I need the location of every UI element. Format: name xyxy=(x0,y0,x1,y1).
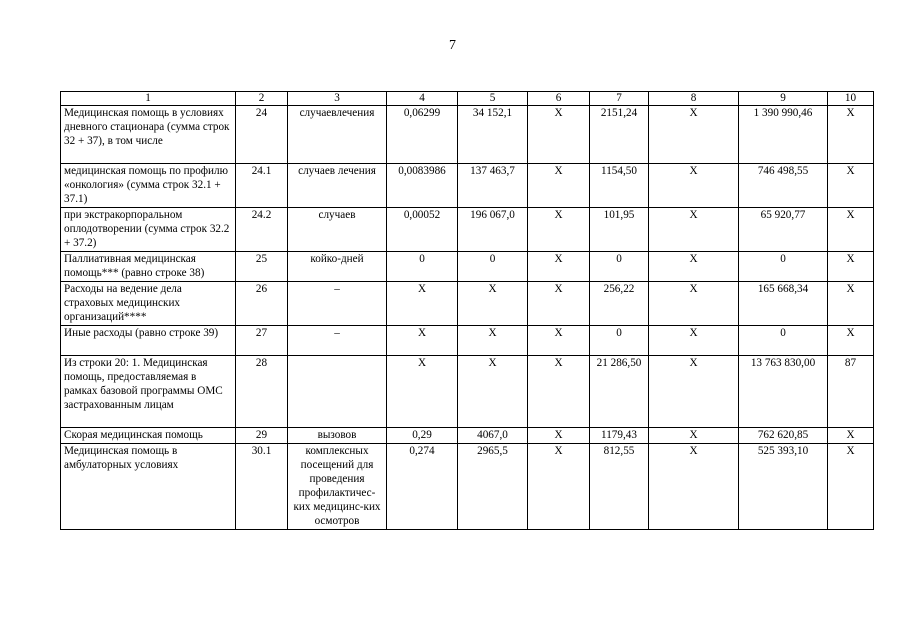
row-number: 29 xyxy=(236,428,288,444)
value-cell: 0 xyxy=(590,326,649,356)
unit-cell: случаев лечения xyxy=(288,164,387,208)
value-cell: X xyxy=(528,444,590,530)
value-cell: 762 620,85 xyxy=(739,428,828,444)
row-label: Паллиативная медицинская помощь*** (равно строке 38) xyxy=(61,252,236,282)
row-label: при экстракорпоральном оплодотворении (сумма строк 32.2 + 37.2) xyxy=(61,208,236,252)
value-cell: 101,95 xyxy=(590,208,649,252)
column-header: 4 xyxy=(387,92,458,106)
value-cell: X xyxy=(828,444,874,530)
value-cell: 137 463,7 xyxy=(458,164,528,208)
value-cell: X xyxy=(528,106,590,164)
table-row xyxy=(61,282,874,326)
value-cell: X xyxy=(458,282,528,326)
value-cell: X xyxy=(649,428,739,444)
value-cell: 0 xyxy=(458,252,528,282)
value-cell: X xyxy=(528,252,590,282)
data-table xyxy=(60,91,874,530)
value-cell: 0,00052 xyxy=(387,208,458,252)
value-cell: 0 xyxy=(590,252,649,282)
row-label: Иные расходы (равно строке 39) xyxy=(61,326,236,356)
value-cell: 2151,24 xyxy=(590,106,649,164)
value-cell: 2965,5 xyxy=(458,444,528,530)
value-cell: 65 920,77 xyxy=(739,208,828,252)
value-cell: X xyxy=(528,428,590,444)
value-cell: 196 067,0 xyxy=(458,208,528,252)
value-cell: X xyxy=(828,252,874,282)
value-cell: X xyxy=(528,164,590,208)
value-cell: X xyxy=(387,282,458,326)
value-cell: X xyxy=(649,282,739,326)
value-cell: X xyxy=(528,356,590,428)
value-cell: 1179,43 xyxy=(590,428,649,444)
value-cell: X xyxy=(528,208,590,252)
unit-cell: вызовов xyxy=(288,428,387,444)
header-row xyxy=(61,92,874,106)
value-cell: 0 xyxy=(739,252,828,282)
table-row xyxy=(61,106,874,164)
value-cell: 525 393,10 xyxy=(739,444,828,530)
row-label: Расходы на ведение дела страховых медицинских организаций**** xyxy=(61,282,236,326)
unit-cell: койко-дней xyxy=(288,252,387,282)
value-cell: X xyxy=(528,326,590,356)
row-number: 27 xyxy=(236,326,288,356)
column-header: 8 xyxy=(649,92,739,106)
row-label: Медицинская помощь в условиях дневного стационара (сумма строк 32 + 37), в том числе xyxy=(61,106,236,164)
value-cell: 0 xyxy=(387,252,458,282)
page-number: 7 xyxy=(449,38,456,53)
value-cell: X xyxy=(528,282,590,326)
row-label: Из строки 20: 1. Медицинская помощь, предоставляемая в рамках базовой программы ОМС застрахованным лицам xyxy=(61,356,236,428)
value-cell: 1154,50 xyxy=(590,164,649,208)
value-cell: X xyxy=(828,282,874,326)
column-header: 2 xyxy=(236,92,288,106)
unit-cell: комплексных посещений для проведения профилактичес-ких медицинс-ких осмотров xyxy=(288,444,387,530)
value-cell: 256,22 xyxy=(590,282,649,326)
value-cell: X xyxy=(387,356,458,428)
unit-cell: случаевлечения xyxy=(288,106,387,164)
row-number: 30.1 xyxy=(236,444,288,530)
table-row xyxy=(61,164,874,208)
table-row xyxy=(61,252,874,282)
table-row xyxy=(61,326,874,356)
row-number: 25 xyxy=(236,252,288,282)
row-number: 26 xyxy=(236,282,288,326)
column-header: 10 xyxy=(828,92,874,106)
value-cell: X xyxy=(649,164,739,208)
column-header: 7 xyxy=(590,92,649,106)
value-cell: X xyxy=(649,252,739,282)
value-cell: 0 xyxy=(739,326,828,356)
value-cell: 1 390 990,46 xyxy=(739,106,828,164)
value-cell: 0,274 xyxy=(387,444,458,530)
column-header: 9 xyxy=(739,92,828,106)
table-row xyxy=(61,208,874,252)
row-number: 28 xyxy=(236,356,288,428)
table-row xyxy=(61,428,874,444)
value-cell: X xyxy=(828,428,874,444)
value-cell: X xyxy=(458,356,528,428)
table-row xyxy=(61,444,874,530)
row-number: 24 xyxy=(236,106,288,164)
row-label: медицинская помощь по профилю «онкология» (сумма строк 32.1 + 37.1) xyxy=(61,164,236,208)
table-row xyxy=(61,356,874,428)
value-cell: X xyxy=(649,444,739,530)
row-number: 24.2 xyxy=(236,208,288,252)
column-header: 6 xyxy=(528,92,590,106)
value-cell: X xyxy=(387,326,458,356)
row-label: Медицинская помощь в амбулаторных условиях xyxy=(61,444,236,530)
value-cell: 21 286,50 xyxy=(590,356,649,428)
row-label: Скорая медицинская помощь xyxy=(61,428,236,444)
value-cell: 13 763 830,00 xyxy=(739,356,828,428)
value-cell: X xyxy=(828,164,874,208)
value-cell: 165 668,34 xyxy=(739,282,828,326)
value-cell: X xyxy=(649,208,739,252)
value-cell: X xyxy=(828,326,874,356)
value-cell: 0,29 xyxy=(387,428,458,444)
row-number: 24.1 xyxy=(236,164,288,208)
value-cell: 746 498,55 xyxy=(739,164,828,208)
value-cell: 0,0083986 xyxy=(387,164,458,208)
value-cell: 4067,0 xyxy=(458,428,528,444)
value-cell: X xyxy=(828,208,874,252)
value-cell: X xyxy=(458,326,528,356)
value-cell: 0,06299 xyxy=(387,106,458,164)
value-cell: 34 152,1 xyxy=(458,106,528,164)
column-header: 5 xyxy=(458,92,528,106)
unit-cell: – xyxy=(288,326,387,356)
value-cell: X xyxy=(649,106,739,164)
value-cell: X xyxy=(649,356,739,428)
unit-cell: случаев xyxy=(288,208,387,252)
unit-cell: – xyxy=(288,282,387,326)
column-header: 1 xyxy=(61,92,236,106)
column-header: 3 xyxy=(288,92,387,106)
value-cell: X xyxy=(649,326,739,356)
value-cell: 812,55 xyxy=(590,444,649,530)
value-cell: 87 xyxy=(828,356,874,428)
unit-cell xyxy=(288,356,387,428)
value-cell: X xyxy=(828,106,874,164)
